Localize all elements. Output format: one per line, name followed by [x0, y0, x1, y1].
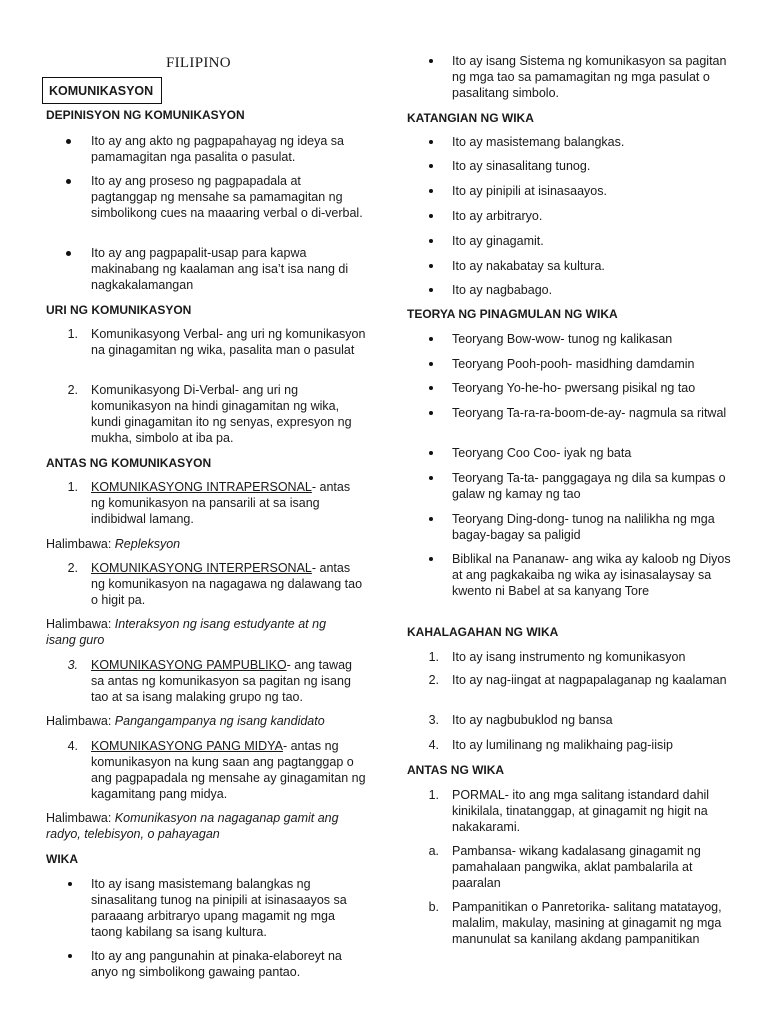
- example-line: Halimbawa: Komunikasyon na nagaganap gamit ang radyo, telebisyon, o pahayagan: [46, 811, 339, 841]
- bullet-icon: [429, 264, 433, 268]
- antas-wika-heading: ANTAS NG WIKA: [407, 763, 505, 777]
- bullet-icon: [429, 214, 433, 218]
- bullet-icon: [429, 411, 433, 415]
- bullet-icon: [429, 239, 433, 243]
- bullet-icon: [66, 179, 71, 184]
- bullet-icon: [429, 451, 433, 455]
- bullet-icon: [66, 139, 71, 144]
- katangian-heading: KATANGIAN NG WIKA: [407, 111, 534, 125]
- bullet-icon: [429, 476, 433, 480]
- bullet-icon: [429, 557, 433, 561]
- bullet-icon: [429, 189, 433, 193]
- depinisyon-heading: DEPINISYON NG KOMUNIKASYON: [46, 108, 245, 122]
- example-line: Halimbawa: Pangangampanya ng isang kandidato: [46, 714, 325, 728]
- uri-heading: URI NG KOMUNIKASYON: [46, 303, 192, 317]
- bullet-icon: [429, 288, 433, 292]
- page-title: FILIPINO: [166, 55, 231, 71]
- antas-heading: ANTAS NG KOMUNIKASYON: [46, 456, 212, 470]
- kahalagahan-heading: KAHALAGAHAN NG WIKA: [407, 625, 559, 639]
- example-line: Halimbawa: Repleksyon: [46, 537, 181, 551]
- bullet-icon: [68, 954, 72, 958]
- example-line: Halimbawa: Interaksyon ng isang estudyante at ng isang guro: [46, 617, 327, 647]
- teorya-heading: TEORYA NG PINAGMULAN NG WIKA: [407, 307, 618, 321]
- bullet-icon: [66, 251, 71, 256]
- wika-heading: WIKA: [46, 852, 78, 866]
- bullet-icon: [429, 164, 433, 168]
- bullet-icon: [429, 362, 433, 366]
- bullet-icon: [429, 386, 433, 390]
- bullet-icon: [429, 140, 433, 144]
- bullet-icon: [429, 337, 433, 341]
- bullet-icon: [429, 517, 433, 521]
- bullet-icon: [68, 882, 72, 886]
- bullet-icon: [429, 59, 433, 63]
- boxed-heading: KOMUNIKASYON: [42, 77, 162, 104]
